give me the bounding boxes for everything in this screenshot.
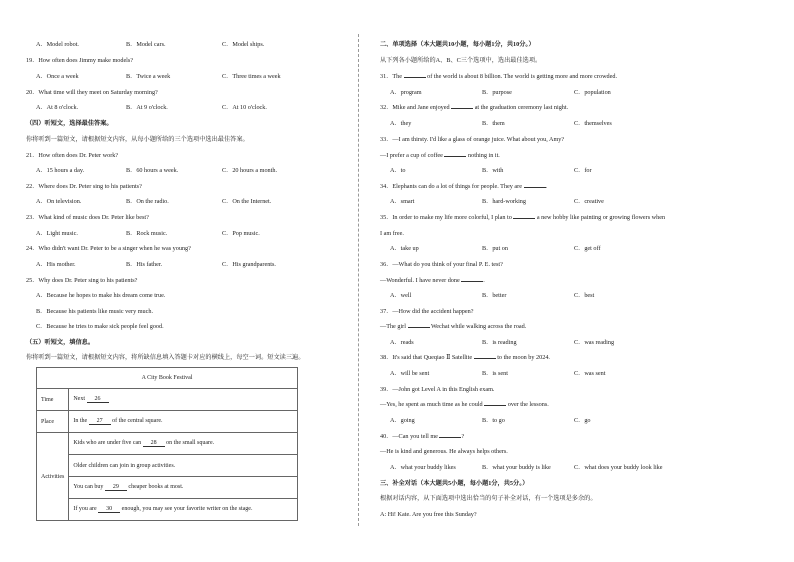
option-c: C．best — [574, 292, 595, 299]
option-c: C．go — [574, 417, 591, 424]
blank-28[interactable]: 28 — [143, 440, 165, 447]
blank-40[interactable] — [439, 437, 461, 438]
option-b: B．At 9 o'clock. — [126, 104, 168, 111]
option-a: A．they — [390, 120, 412, 127]
option-a: A．well — [390, 292, 412, 299]
option-a: A．take up — [390, 245, 419, 252]
option-c: C．was reading — [574, 339, 615, 346]
option-b: B．is sent — [482, 370, 508, 377]
option-b: B．60 hours a week. — [126, 167, 179, 174]
option-c: C．themselves — [574, 120, 612, 127]
option-a: A．At 8 o'clock. — [36, 104, 79, 111]
activity-3-prefix: You can buy — [73, 484, 104, 490]
option-c: C．Three times a week — [222, 73, 281, 80]
q38-prefix: 38．It's said that Queqiao Ⅱ Satellite — [380, 354, 473, 361]
section-5-title: （五）听短文，填信息。 — [26, 339, 95, 346]
option-c: C．On the Internet. — [222, 198, 272, 205]
question-21: 21．How often does Dr. Peter work? — [26, 152, 119, 159]
blank-36[interactable] — [461, 281, 483, 282]
time-prefix: Next — [73, 396, 86, 402]
dialog-line-a: A: Hi! Kate. Are you free this Sunday? — [380, 511, 477, 518]
time-cell — [69, 389, 298, 411]
activities-label: Activities — [37, 433, 69, 521]
option-c: C．His grandparents. — [222, 261, 276, 268]
option-b: B．put on — [482, 245, 508, 252]
q33-reply-prefix: —I prefer a cup of coffee — [380, 152, 443, 159]
option-b: B．Twice a week — [126, 73, 171, 80]
place-prefix: In the — [73, 418, 88, 424]
section-5-instructions: 你将听到一篇短文，请根据短文内容，将所缺信息填入答题卡对应的横线上，每空一词。短文读三遍。 — [26, 354, 305, 361]
q32-prefix: 32．Mike and Jane enjoyed — [380, 104, 450, 111]
option-c: C．was sent — [574, 370, 606, 377]
option-a: A．to — [390, 167, 406, 174]
question-25: 25．Why does Dr. Peter sing to his patients? — [26, 277, 138, 284]
option-b: B．what your buddy is like — [482, 464, 551, 471]
question-19: 19．How often does Jimmy make models? — [26, 57, 134, 64]
option-b: B．is reading — [482, 339, 517, 346]
question-24: 24．Who didn't want Dr. Peter to be a singer when he was young? — [26, 245, 191, 252]
activity-2: Older children can join in group activities. — [69, 455, 298, 477]
activity-1-prefix: Kids who are under five can — [73, 440, 142, 446]
activity-4-suffix: enough, you may see your favorite writer on the stage. — [121, 506, 253, 512]
question-33: 33．—I am thirsty. I'd like a glass of orange juice. What about you, Amy? — [380, 136, 565, 143]
option-b: B．On the radio. — [126, 198, 169, 205]
book-festival-table — [36, 367, 298, 521]
question-32 — [380, 104, 568, 112]
question-40-reply: —He is kind and generous. He always helps others. — [380, 448, 508, 455]
question-38 — [380, 354, 550, 362]
q34-prefix: 34．Elephants can do a lot of things for people. They are — [380, 183, 522, 190]
blank-32[interactable] — [451, 108, 473, 109]
question-34 — [380, 183, 547, 191]
option-c: C．Pop music. — [222, 230, 260, 237]
activity-3 — [69, 477, 298, 499]
section-3-title: 三、补全对话（本大题共5小题，每小题1分，共5分。） — [380, 480, 529, 487]
blank-31[interactable] — [404, 77, 426, 78]
q36-reply-prefix: —Wonderful. I have never done — [380, 277, 460, 284]
blank-26[interactable]: 26 — [87, 396, 109, 403]
question-39-reply — [380, 401, 549, 409]
q25-option-a: A．Because he hopes to make his dream come true. — [36, 292, 166, 299]
blank-39[interactable] — [484, 405, 506, 406]
place-cell — [69, 411, 298, 433]
section-2-instructions: 从下列各小题所给的A、B、C三个选项中，选出最佳选项。 — [380, 57, 542, 64]
q25-option-b: B．Because his patients like music very much. — [36, 308, 154, 315]
option-c: C．20 hours a month. — [222, 167, 277, 174]
option-b: B．Rock music. — [126, 230, 168, 237]
option-a: A．reads — [390, 339, 414, 346]
blank-30[interactable]: 30 — [98, 506, 120, 513]
option-b: B．with — [482, 167, 504, 174]
q35-prefix: 35．In order to make my life more colorful, I plan to — [380, 214, 512, 221]
q36-reply-suffix: . — [483, 277, 485, 284]
question-20: 20．What time will they meet on Saturday morning? — [26, 89, 158, 96]
blank-37[interactable] — [408, 327, 430, 328]
blank-34[interactable] — [524, 187, 546, 188]
option-c: C．get off — [574, 245, 601, 252]
option-a: A．Model robot. — [36, 41, 79, 48]
option-a: A．His mother. — [36, 261, 76, 268]
activity-1-suffix: on the small square. — [166, 440, 215, 446]
option-b: B．to go — [482, 417, 505, 424]
time-label: Time — [37, 389, 69, 411]
q39-reply-suffix: over the lessons. — [507, 401, 549, 408]
question-31 — [380, 73, 617, 81]
q35-suffix: a new hobby like painting or growing flowers when — [536, 214, 666, 221]
q37-reply-prefix: —The girl — [380, 323, 406, 330]
option-c: C．Model ships. — [222, 41, 265, 48]
q39-reply-prefix: —Yes, he spent as much time as he could — [380, 401, 483, 408]
option-a: A．On television. — [36, 198, 82, 205]
option-a: A．going — [390, 417, 415, 424]
section-2-title: 二、单项选择（本大题共10小题，每小题1分，共10分。） — [380, 41, 535, 48]
question-40 — [380, 433, 464, 441]
question-37: 37．—How did the accident happen? — [380, 308, 474, 315]
option-b: B．better — [482, 292, 507, 299]
question-37-reply — [380, 323, 526, 331]
option-b: B．Model cars. — [126, 41, 166, 48]
q31-prefix: 31．The — [380, 73, 402, 80]
option-a: A．program — [390, 89, 422, 96]
option-b: B．hard-working — [482, 198, 526, 205]
section-4-title: （四）听短文，选择最佳答案。 — [26, 120, 113, 127]
table-caption: A City Book Festival — [37, 368, 298, 389]
q32-suffix: at the graduation ceremony last night. — [474, 104, 569, 111]
q33-reply-suffix: nothing in it. — [468, 152, 500, 159]
question-22: 22．Where does Dr. Peter sing to his patients? — [26, 183, 142, 190]
option-c: C．At 10 o'clock. — [222, 104, 267, 111]
place-suffix: of the central square. — [112, 418, 163, 424]
question-39: 39．—John got Level A in this English exam. — [380, 386, 495, 393]
option-a: A．15 hours a day. — [36, 167, 85, 174]
question-35 — [380, 214, 665, 222]
q40-suffix: ? — [461, 433, 465, 440]
option-a: A．will be sent — [390, 370, 430, 377]
option-c: C．what does your buddy look like — [574, 464, 663, 471]
question-33-reply — [380, 152, 500, 160]
section-3-instructions: 根据对话内容，从下面选项中选出恰当的句子补全对话，有一个选项是多余的。 — [380, 495, 597, 502]
column-divider — [358, 34, 359, 526]
option-c: C．for — [574, 167, 592, 174]
place-label: Place — [37, 411, 69, 433]
blank-33[interactable] — [444, 156, 466, 157]
option-a: A．Light music. — [36, 230, 78, 237]
option-a: A．smart — [390, 198, 415, 205]
question-35-continued: I am free. — [380, 230, 404, 237]
activity-1 — [69, 433, 298, 455]
question-23: 23．What kind of music does Dr. Peter like best? — [26, 214, 149, 221]
option-b: B．them — [482, 120, 505, 127]
question-36-reply — [380, 277, 485, 285]
q25-option-c: C．Because he tries to make sick people feel good. — [36, 323, 164, 330]
option-a: A．Once a week — [36, 73, 79, 80]
q37-reply-suffix: Wechat while walking across the road. — [430, 323, 527, 330]
option-b: B．purpose — [482, 89, 512, 96]
section-4-instructions: 你将听到一篇短文，请根据短文内容，从每小题所给的三个选项中选出最佳答案。 — [26, 136, 249, 143]
activity-4-prefix: If you are — [73, 506, 97, 512]
activity-4 — [69, 499, 298, 521]
option-a: A．what your buddy likes — [390, 464, 456, 471]
question-36: 36．—What do you think of your final P. E. test? — [380, 261, 503, 268]
option-c: C．creative — [574, 198, 604, 205]
option-b: B．His father. — [126, 261, 163, 268]
blank-29[interactable]: 29 — [105, 484, 127, 491]
blank-38[interactable] — [474, 358, 496, 359]
blank-35[interactable] — [513, 218, 535, 219]
q38-suffix: to the moon by 2024. — [497, 354, 550, 361]
q34-suffix: . — [545, 183, 548, 190]
blank-27[interactable]: 27 — [89, 418, 111, 425]
q40-prefix: 40．—Can you tell me — [380, 433, 438, 440]
q31-suffix: of the world is about 8 billion. The world is getting more and more crowded. — [427, 73, 618, 80]
activity-3-suffix: cheaper books at most. — [128, 484, 184, 490]
option-c: C．population — [574, 89, 611, 96]
